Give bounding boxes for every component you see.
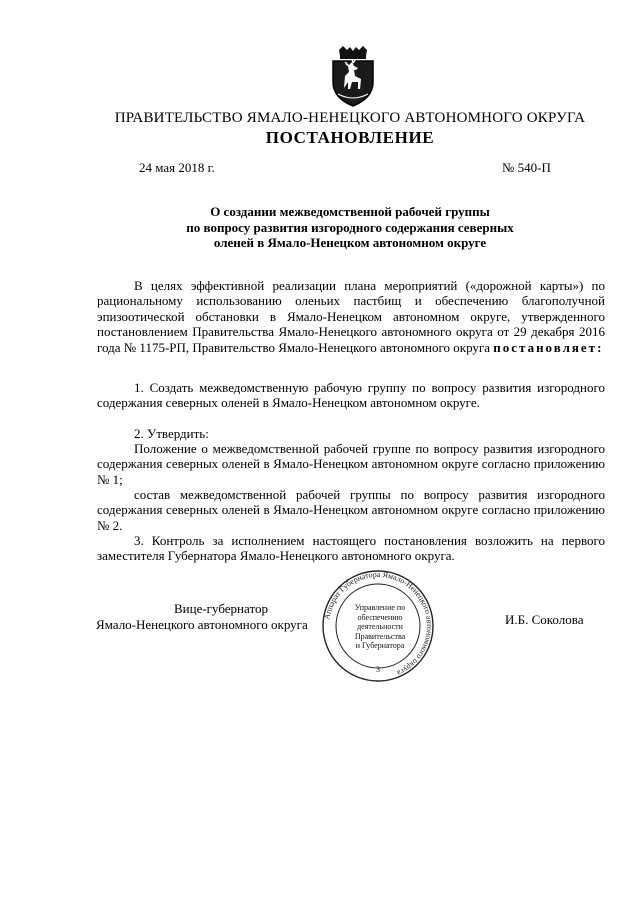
item-3: 3. Контроль за исполнением настоящего постановления возложить на первого заместителя Губернатора Ямало-Ненецкого автономного округа. (97, 533, 605, 564)
document-date: 24 мая 2018 г. (139, 160, 215, 175)
stamp-line: Правительства (354, 631, 406, 641)
preamble-paragraph (97, 278, 605, 355)
stamp-ring-text: Аппарат Губернатора Ямало-Ненецкого автономного округа (322, 569, 435, 678)
preamble-text: В целях эффективной реализации плана мероприятий («дорожной карты») по рациональному использованию оленьих пастбищ и обеспечению благополучной эпизоотической обстановки в Ямало-Ненецком автономном округе, утвержденного постановлением Правительства Ямало-Ненецкого автономного округа от 29 декабря 2016 года № 1175-РП, Правительство Ямало-Ненецкого автономного округа (97, 278, 605, 355)
signatory-position-line1: Вице-губернатор (174, 601, 268, 616)
stamp-line: и Губернатора (355, 641, 405, 650)
item-2a: Положение о межведомственной рабочей группе по вопросу развития изгородного содержания северных оленей в Ямало-Ненецком автономном округе согласно приложению № 1; (97, 441, 605, 487)
organization-name: ПРАВИТЕЛЬСТВО ЯМАЛО-НЕНЕЦКОГО АВТОНОМНОГО ОКРУГА (114, 110, 586, 126)
coat-of-arms-emblem (330, 46, 376, 108)
stamp-line: обеспечению (357, 612, 403, 622)
document-type: ПОСТАНОВЛЕНИЕ (265, 128, 435, 147)
stamp-line: Управление по (354, 603, 406, 612)
title-line: оленей в Ямало-Ненецком автономном округе (213, 235, 487, 250)
signatory-position-line2: Ямало-Ненецкого автономного округа (96, 616, 308, 632)
document-number: № 540-П (502, 160, 551, 175)
stamp-center-text (348, 603, 412, 651)
item-2: 2. Утвердить: (134, 426, 209, 441)
preamble-verb: постановляет: (493, 339, 604, 355)
stamp-number: 3 (376, 665, 380, 674)
signatory-position (96, 601, 308, 632)
document-title (100, 204, 600, 251)
stamp-line: деятельности (357, 622, 403, 631)
title-line: по вопросу развития изгородного содержания северных (186, 219, 514, 235)
title-line: О создании межведомственной рабочей группы (210, 204, 490, 219)
signatory-name: И.Б. Соколова (505, 612, 584, 627)
item-1: 1. Создать межведомственную рабочую группу по вопросу развития изгородного содержания северных оленей в Ямало-Ненецком автономном округе. (97, 380, 605, 411)
item-2b: состав межведомственной рабочей группы по вопросу развития изгородного содержания северных оленей в Ямало-Ненецком автономном округе согласно приложению № 2. (97, 487, 605, 533)
